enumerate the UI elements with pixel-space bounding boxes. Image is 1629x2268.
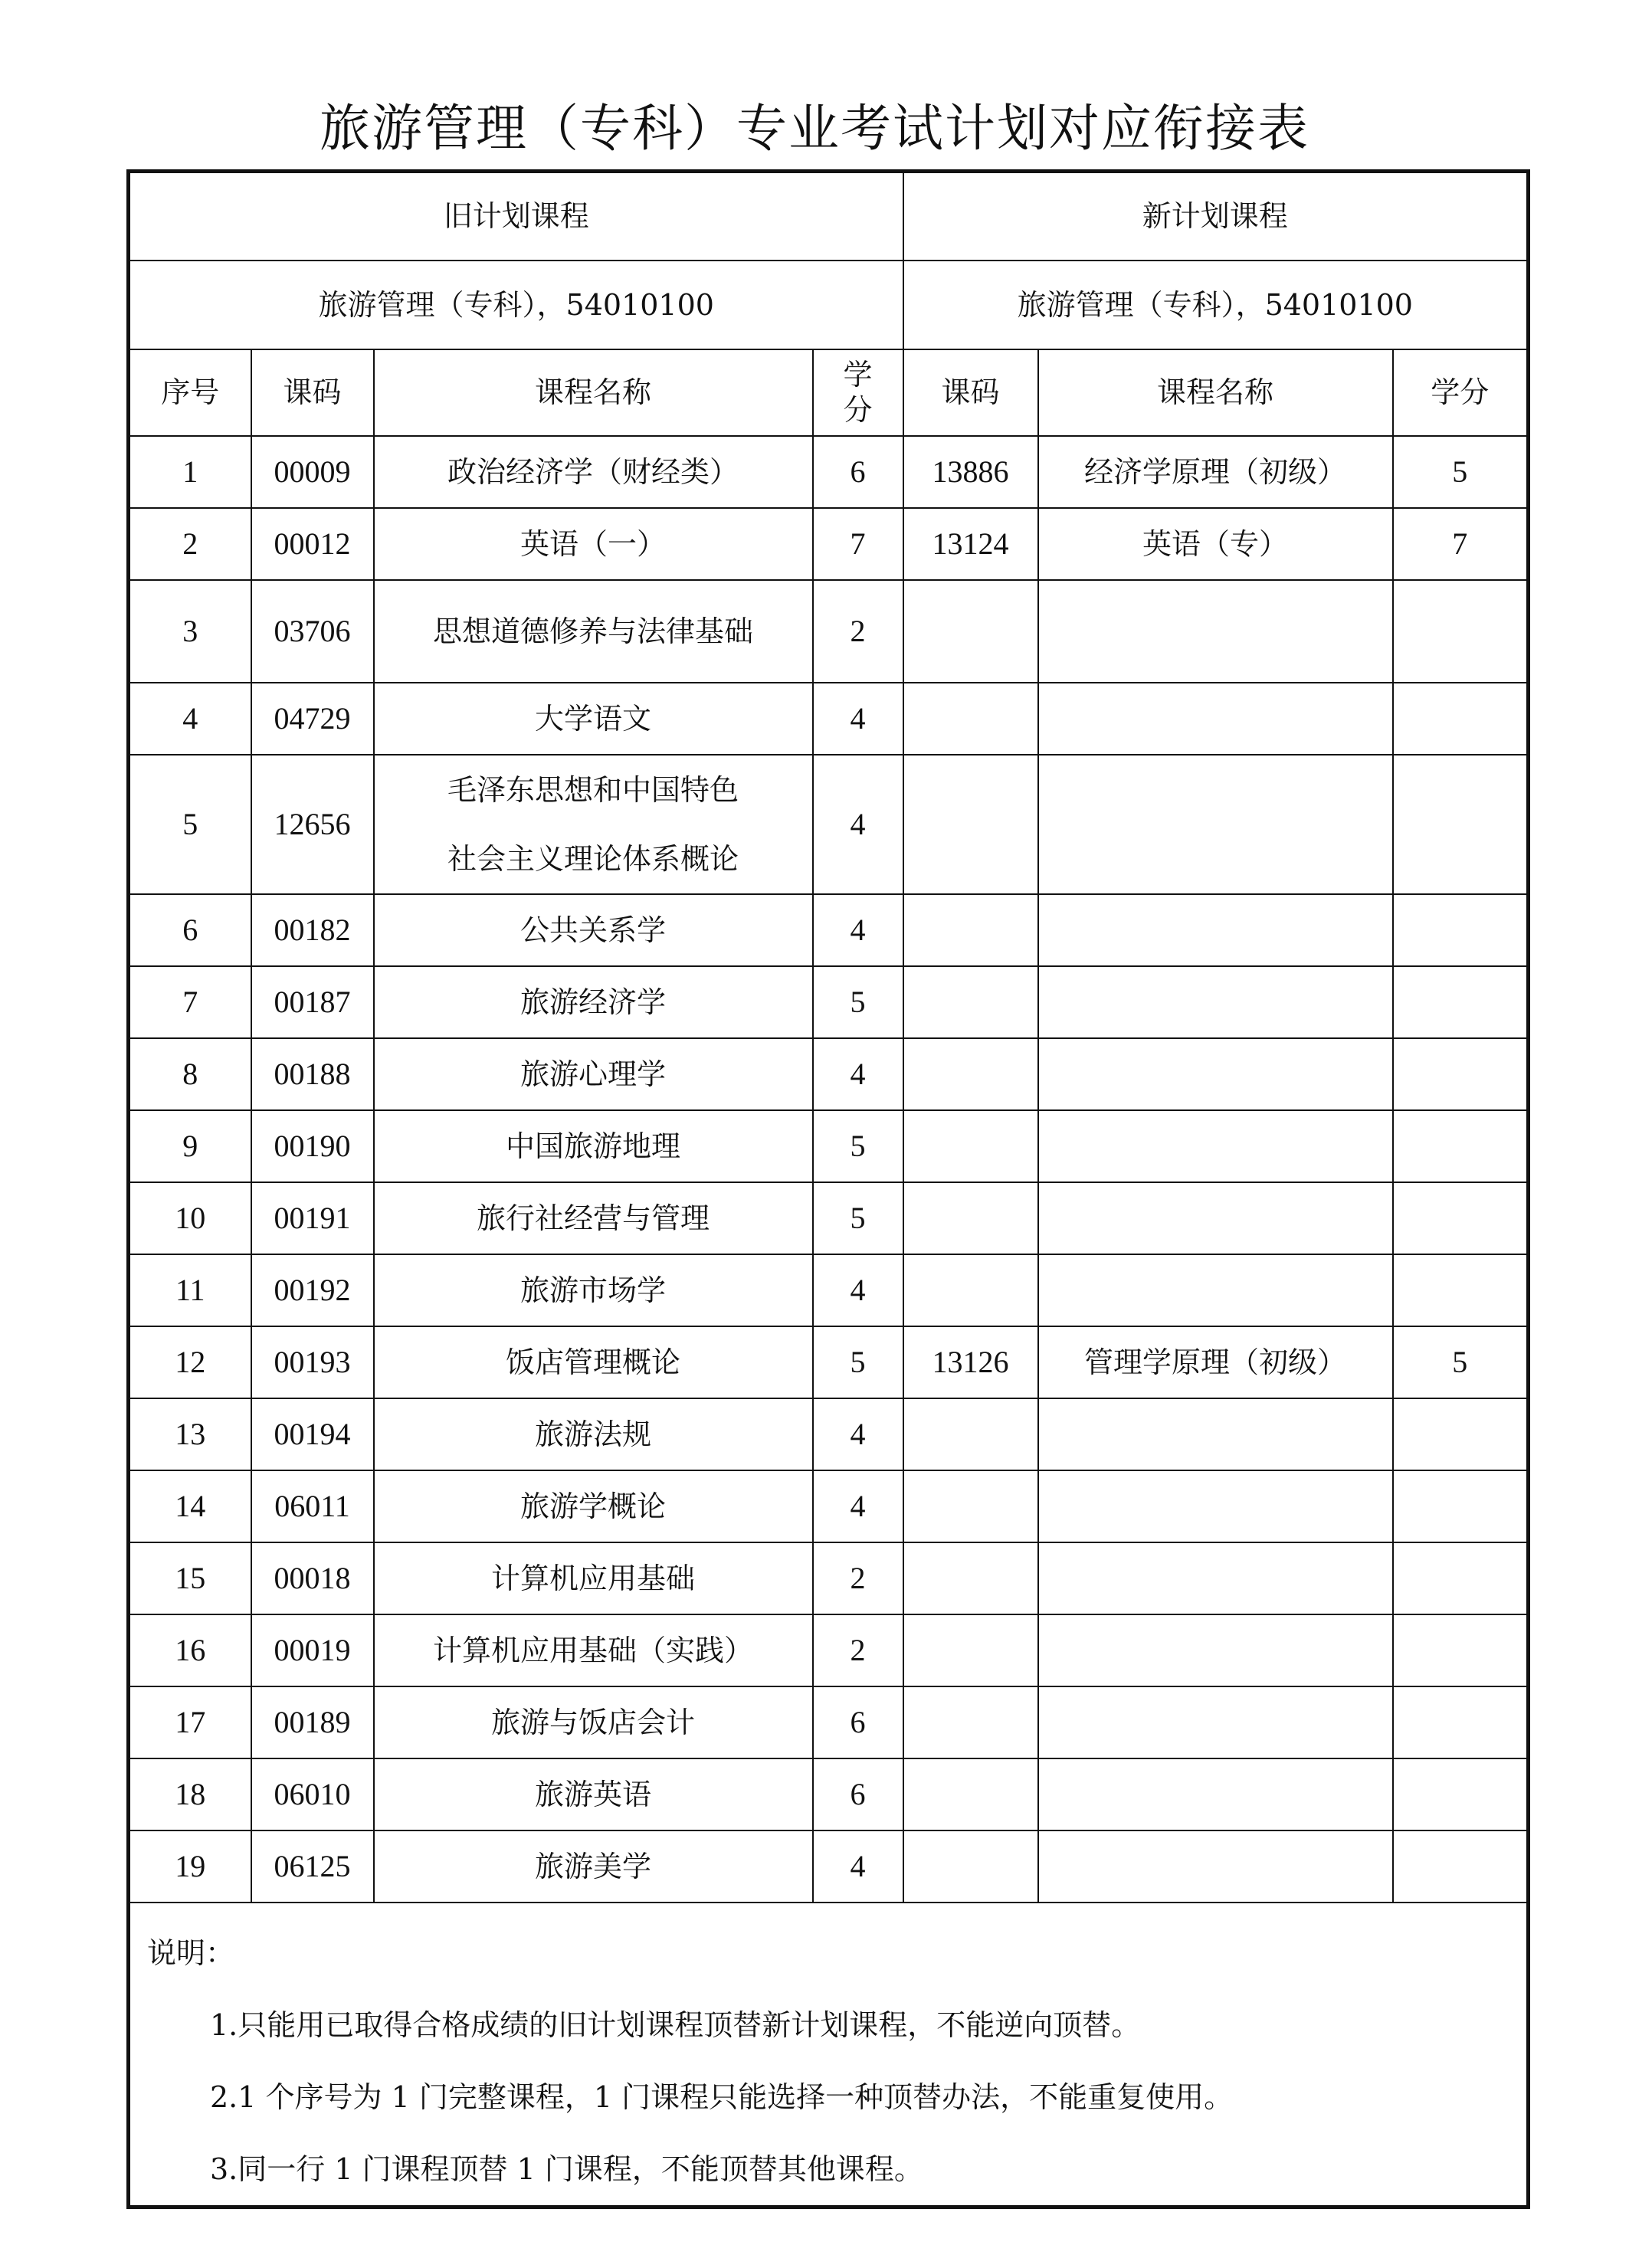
new-name-cell	[1038, 1758, 1393, 1830]
table-row	[129, 508, 1529, 580]
old-plan-heading: 旧计划课程	[129, 172, 903, 261]
new-code-cell	[903, 755, 1038, 894]
new-name-cell	[1038, 683, 1393, 755]
new-credit-cell	[1393, 1254, 1529, 1326]
col-old-credit-line2: 分	[843, 393, 873, 427]
new-name-cell: 英语（专）	[1038, 508, 1393, 580]
old-name-line: 社会主义理论体系概论	[447, 841, 739, 876]
new-code-cell	[903, 1542, 1038, 1614]
note-item: 1.只能用已取得合格成绩的旧计划课程顶替新计划课程，不能逆向顶替。	[210, 2007, 1141, 2042]
new-code-cell	[903, 580, 1038, 683]
new-major: 旅游管理（专科），54010100	[903, 261, 1529, 349]
seq-cell: 13	[129, 1398, 251, 1470]
old-name-cell: 大学语文	[374, 683, 813, 755]
table-row	[129, 1758, 1529, 1830]
old-code-cell: 00019	[251, 1614, 374, 1686]
old-code-cell: 00193	[251, 1326, 374, 1398]
old-code-cell: 00190	[251, 1110, 374, 1182]
old-name-cell: 中国旅游地理	[374, 1110, 813, 1182]
old-name-cell: 旅游市场学	[374, 1254, 813, 1326]
major-row	[129, 261, 1529, 349]
new-credit-cell	[1393, 1758, 1529, 1830]
old-credit-cell: 6	[813, 436, 903, 508]
old-credit-cell: 6	[813, 1758, 903, 1830]
new-code-cell: 13124	[903, 508, 1038, 580]
new-credit-cell	[1393, 894, 1529, 966]
plan-header-row	[129, 172, 1529, 261]
table-row	[129, 436, 1529, 508]
table-row	[129, 755, 1529, 894]
table-row	[129, 894, 1529, 966]
new-name-cell	[1038, 1038, 1393, 1110]
seq-cell: 11	[129, 1254, 251, 1326]
new-name-cell	[1038, 1614, 1393, 1686]
old-name-cell: 思想道德修养与法律基础	[374, 580, 813, 683]
new-credit-cell	[1393, 1038, 1529, 1110]
new-credit-cell	[1393, 1542, 1529, 1614]
table-row	[129, 1038, 1529, 1110]
old-code-cell: 00187	[251, 966, 374, 1038]
old-credit-cell: 2	[813, 1614, 903, 1686]
old-code-cell: 00182	[251, 894, 374, 966]
old-name-line: 毛泽东思想和中国特色	[447, 772, 739, 807]
old-credit-cell: 4	[813, 683, 903, 755]
old-code-cell: 00192	[251, 1254, 374, 1326]
old-credit-cell: 4	[813, 1254, 903, 1326]
new-name-cell	[1038, 1254, 1393, 1326]
new-credit-cell	[1393, 580, 1529, 683]
new-credit-cell	[1393, 1614, 1529, 1686]
old-code-cell: 06125	[251, 1830, 374, 1903]
old-name-cell: 旅行社经营与管理	[374, 1182, 813, 1254]
old-code-cell: 00191	[251, 1182, 374, 1254]
new-code-cell	[903, 1758, 1038, 1830]
seq-cell: 5	[129, 755, 251, 894]
old-name-cell	[374, 755, 813, 894]
table-row	[129, 1542, 1529, 1614]
old-code-cell: 00009	[251, 436, 374, 508]
seq-cell: 16	[129, 1614, 251, 1686]
old-code-cell: 00188	[251, 1038, 374, 1110]
old-name-cell: 旅游与饭店会计	[374, 1686, 813, 1758]
new-name-cell	[1038, 580, 1393, 683]
new-credit-cell	[1393, 1470, 1529, 1542]
table-row	[129, 1470, 1529, 1542]
old-name-cell: 政治经济学（财经类）	[374, 436, 813, 508]
new-name-cell	[1038, 1686, 1393, 1758]
seq-cell: 19	[129, 1830, 251, 1903]
old-name-cell: 旅游英语	[374, 1758, 813, 1830]
table-row	[129, 966, 1529, 1038]
new-code-cell	[903, 1110, 1038, 1182]
new-code-cell	[903, 1038, 1038, 1110]
notes-row	[129, 1903, 1529, 2207]
old-code-cell: 06011	[251, 1470, 374, 1542]
table-row	[129, 1182, 1529, 1254]
old-code-cell: 00189	[251, 1686, 374, 1758]
new-credit-cell	[1393, 1110, 1529, 1182]
old-name-cell: 英语（一）	[374, 508, 813, 580]
table-row	[129, 1326, 1529, 1398]
column-header-row	[129, 349, 1529, 436]
table-row	[129, 683, 1529, 755]
new-credit-cell	[1393, 966, 1529, 1038]
old-credit-cell: 4	[813, 755, 903, 894]
table-row	[129, 1398, 1529, 1470]
new-name-cell: 管理学原理（初级）	[1038, 1326, 1393, 1398]
old-credit-cell: 4	[813, 894, 903, 966]
new-credit-cell	[1393, 1830, 1529, 1903]
table-row	[129, 1110, 1529, 1182]
new-code-cell	[903, 1686, 1038, 1758]
seq-cell: 9	[129, 1110, 251, 1182]
col-new-name: 课程名称	[1038, 349, 1393, 436]
new-credit-cell: 5	[1393, 1326, 1529, 1398]
old-name-cell: 旅游学概论	[374, 1470, 813, 1542]
seq-cell: 17	[129, 1686, 251, 1758]
old-name-cell: 旅游美学	[374, 1830, 813, 1903]
new-code-cell	[903, 1830, 1038, 1903]
old-credit-cell: 4	[813, 1398, 903, 1470]
seq-cell: 14	[129, 1470, 251, 1542]
new-code-cell	[903, 1470, 1038, 1542]
seq-cell: 1	[129, 436, 251, 508]
old-credit-cell: 7	[813, 508, 903, 580]
new-code-cell: 13126	[903, 1326, 1038, 1398]
new-name-cell	[1038, 1470, 1393, 1542]
new-code-cell	[903, 966, 1038, 1038]
old-code-cell: 03706	[251, 580, 374, 683]
old-credit-cell: 6	[813, 1686, 903, 1758]
old-name-cell: 计算机应用基础	[374, 1542, 813, 1614]
seq-cell: 10	[129, 1182, 251, 1254]
new-name-cell	[1038, 966, 1393, 1038]
old-code-cell: 00194	[251, 1398, 374, 1470]
new-code-cell	[903, 1398, 1038, 1470]
col-seq: 序号	[129, 349, 251, 436]
old-code-cell: 12656	[251, 755, 374, 894]
seq-cell: 4	[129, 683, 251, 755]
new-code-cell	[903, 1182, 1038, 1254]
col-old-credit	[813, 349, 903, 436]
new-credit-cell	[1393, 1182, 1529, 1254]
old-code-cell: 04729	[251, 683, 374, 755]
page-title: 旅游管理（专科）专业考试计划对应衔接表	[320, 99, 1309, 158]
new-name-cell	[1038, 894, 1393, 966]
new-credit-cell: 5	[1393, 436, 1529, 508]
new-code-cell	[903, 894, 1038, 966]
new-name-cell	[1038, 1110, 1393, 1182]
old-major: 旅游管理（专科），54010100	[129, 261, 903, 349]
table-row	[129, 1254, 1529, 1326]
new-name-cell	[1038, 1542, 1393, 1614]
new-code-cell: 13886	[903, 436, 1038, 508]
old-credit-cell: 2	[813, 580, 903, 683]
table-row	[129, 580, 1529, 683]
col-new-code: 课码	[903, 349, 1038, 436]
old-credit-cell: 5	[813, 1326, 903, 1398]
table-row	[129, 1830, 1529, 1903]
new-credit-cell	[1393, 1686, 1529, 1758]
seq-cell: 6	[129, 894, 251, 966]
new-name-cell	[1038, 1182, 1393, 1254]
seq-cell: 2	[129, 508, 251, 580]
new-code-cell	[903, 1614, 1038, 1686]
note-item: 3.同一行 1 门课程顶替 1 门课程，不能顶替其他课程。	[210, 2152, 923, 2186]
old-credit-cell: 4	[813, 1038, 903, 1110]
old-credit-cell: 2	[813, 1542, 903, 1614]
old-name-cell: 饭店管理概论	[374, 1326, 813, 1398]
new-plan-heading: 新计划课程	[903, 172, 1529, 261]
old-name-cell: 旅游法规	[374, 1398, 813, 1470]
seq-cell: 3	[129, 580, 251, 683]
seq-cell: 12	[129, 1326, 251, 1398]
new-code-cell	[903, 1254, 1038, 1326]
seq-cell: 7	[129, 966, 251, 1038]
col-old-credit-line1: 学	[843, 358, 873, 392]
old-name-cell: 计算机应用基础（实践）	[374, 1614, 813, 1686]
seq-cell: 15	[129, 1542, 251, 1614]
old-credit-cell: 5	[813, 1110, 903, 1182]
course-mapping-table	[126, 169, 1530, 2209]
old-name-cell: 旅游心理学	[374, 1038, 813, 1110]
new-name-cell	[1038, 1830, 1393, 1903]
new-credit-cell	[1393, 683, 1529, 755]
col-old-name: 课程名称	[374, 349, 813, 436]
note-item: 2.1 个序号为 1 门完整课程，1 门课程只能选择一种顶替办法，不能重复使用。	[210, 2080, 1234, 2114]
old-name-cell: 公共关系学	[374, 894, 813, 966]
old-credit-cell: 5	[813, 1182, 903, 1254]
table-row	[129, 1614, 1529, 1686]
old-credit-cell: 4	[813, 1830, 903, 1903]
col-old-code: 课码	[251, 349, 374, 436]
table-row	[129, 1686, 1529, 1758]
new-name-cell	[1038, 1398, 1393, 1470]
old-credit-cell: 5	[813, 966, 903, 1038]
seq-cell: 18	[129, 1758, 251, 1830]
seq-cell: 8	[129, 1038, 251, 1110]
old-code-cell: 00018	[251, 1542, 374, 1614]
notes-heading: 说明：	[147, 1935, 235, 1970]
old-code-cell: 00012	[251, 508, 374, 580]
new-name-cell	[1038, 755, 1393, 894]
notes-cell	[129, 1903, 1529, 2207]
col-new-credit: 学分	[1393, 349, 1529, 436]
old-credit-cell: 4	[813, 1470, 903, 1542]
new-credit-cell	[1393, 1398, 1529, 1470]
old-name-cell: 旅游经济学	[374, 966, 813, 1038]
new-code-cell	[903, 683, 1038, 755]
new-credit-cell: 7	[1393, 508, 1529, 580]
old-code-cell: 06010	[251, 1758, 374, 1830]
new-credit-cell	[1393, 755, 1529, 894]
new-name-cell: 经济学原理（初级）	[1038, 436, 1393, 508]
